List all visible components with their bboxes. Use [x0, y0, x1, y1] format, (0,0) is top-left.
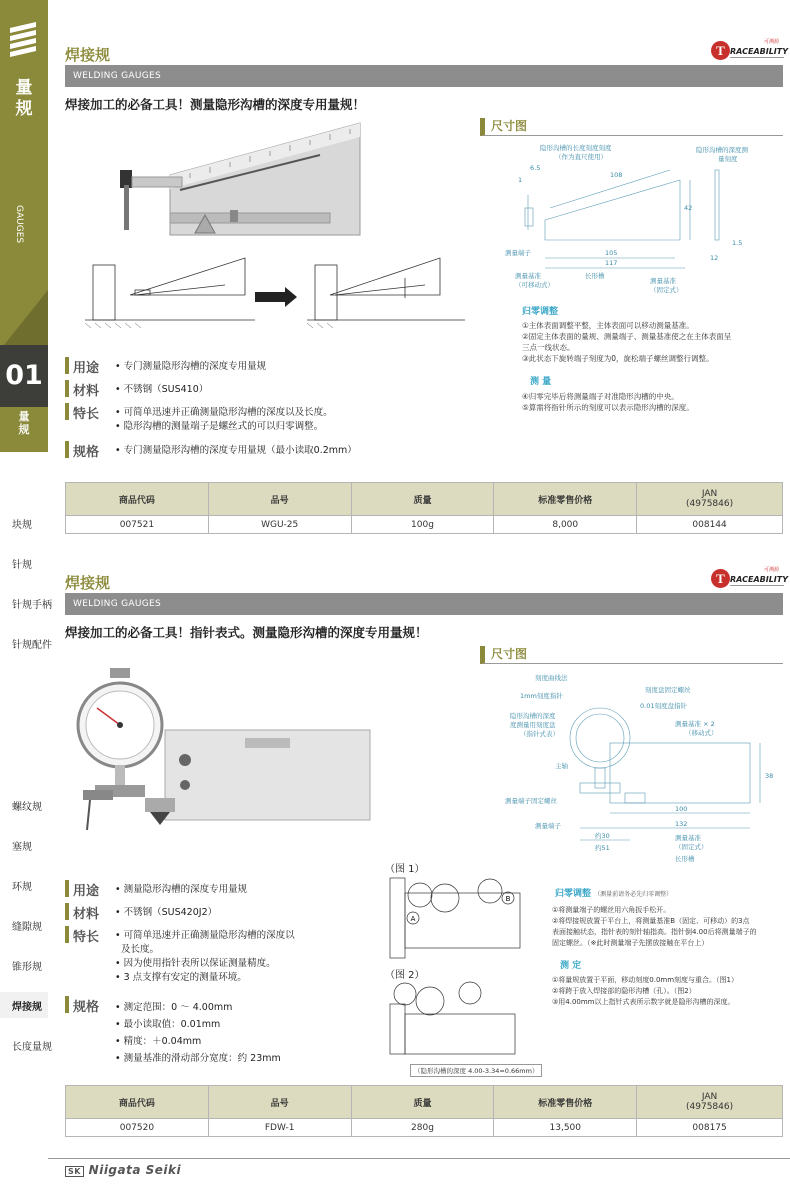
- feature-line-2: • 因为使用指针表所以保证测量精度。: [115, 958, 276, 969]
- chapter-number: 01: [0, 345, 48, 407]
- zero-heading-text: 归零调整: [555, 889, 592, 899]
- section2-product-table: [65, 1085, 783, 1137]
- feature-line-3: • 3 点支撑有安定的测量环境。: [115, 972, 247, 983]
- dim1-label-depth-scale-2: 量刻度: [718, 155, 738, 163]
- spec-spec-label: 规格: [73, 1000, 100, 1015]
- brand-logo: [65, 1163, 181, 1177]
- measure-step-5: ⑤算需将指针所示的刻度可以表示隐形沟槽的深度。: [522, 403, 694, 412]
- td-price: 8,000: [494, 516, 637, 534]
- fig1-label: （图 1）: [385, 864, 425, 875]
- td-jan: 008175: [637, 1119, 783, 1137]
- spec-slide-width: • 测量基准的滑动部分宽度：约 23mm: [115, 1053, 281, 1064]
- dim2-label-r3b: （移动式）: [685, 729, 718, 737]
- section2-zero-steps: [552, 905, 757, 949]
- dial-welding-gauge-photo: [75, 660, 375, 840]
- sidebar-item-ring-gauge[interactable]: 环规: [12, 882, 32, 893]
- section1-title: 焊接规: [65, 46, 111, 64]
- dim2-100: 100: [675, 805, 688, 813]
- section2-spec-usage: [65, 880, 365, 900]
- sidebar-item-block-gauge[interactable]: 块规: [12, 520, 32, 531]
- sidebar-item-pin-gauge-accessory[interactable]: 针规配件: [12, 640, 52, 651]
- td-model: FDW-1: [208, 1119, 351, 1137]
- sidebar-title-char-1: 量: [15, 78, 33, 98]
- section1-measure-heading: 测 量: [530, 377, 552, 387]
- section1-headline: 焊接加工的必备工具！测量隐形沟槽的深度专用量规！: [65, 97, 366, 112]
- measure2-step-3: ③用4.00mm以上指针式表所示数字就是隐形沟槽的深度。: [552, 998, 735, 1006]
- feature-line-1: • 可简单迅速并正确测量隐形沟槽的深度以及长度。: [115, 407, 333, 418]
- welding-gauge-photo: [110, 115, 370, 250]
- spec-material-text: • 不锈钢（SUS420J2）: [115, 907, 218, 918]
- dim2-label-r3: 测量基准 × 2: [675, 720, 715, 728]
- dim2-label-r1: 刻度盘固定螺丝: [645, 686, 691, 694]
- td-jan: 008144: [637, 516, 783, 534]
- sidebar-item-length-gauge[interactable]: 长度量规: [12, 1042, 52, 1053]
- dim1-1: 1: [518, 176, 523, 184]
- dim2-38: 38: [765, 772, 774, 780]
- section2-spec-feature: [65, 926, 365, 990]
- td-code: 007520: [66, 1119, 209, 1137]
- table-header-row: [66, 483, 783, 516]
- sidebar-category-title: [0, 78, 48, 120]
- section2-zero-heading: [555, 886, 672, 899]
- spec-material-label: 材料: [73, 384, 100, 399]
- sidebar-item-welding-gauge[interactable]: 焊接规: [12, 1002, 42, 1013]
- th-jan: JAN (4975846): [637, 1086, 783, 1119]
- sidebar-item-pin-gauge-handle[interactable]: 针规手柄: [12, 600, 52, 611]
- table-header-row: [66, 1086, 783, 1119]
- sidebar-item-pin-gauge[interactable]: 针规: [12, 560, 32, 571]
- spec-usage-text: • 专门测量隐形沟槽的深度专用量规: [115, 361, 267, 372]
- sidebar-title-char-2: 规: [15, 99, 33, 119]
- usage-diagram-before-after: [85, 250, 470, 335]
- dim2-label-r2: 0.01刻度盘指针: [640, 702, 687, 710]
- spec-spec-label: 规格: [73, 445, 100, 460]
- traceability-t-icon: T: [711, 41, 730, 60]
- dim1-label-length-scale: 隐形沟槽的长度刻度刻度: [540, 144, 612, 152]
- brand-mark-icon: SK: [65, 1166, 84, 1177]
- dim2-label-l6: 测量端子: [535, 822, 561, 830]
- td-code: 007521: [66, 516, 209, 534]
- spec-material-label: 材料: [73, 907, 100, 922]
- section2-dimension-diagram: [500, 668, 785, 868]
- td-model: WGU-25: [208, 516, 351, 534]
- section2-dimension-heading: 尺寸图: [480, 646, 783, 664]
- fig1-diagram: [385, 873, 525, 963]
- th-model: 品号: [208, 1086, 351, 1119]
- spec-feature-text: [115, 929, 295, 985]
- dim2-label-l4: 主轴: [555, 762, 568, 770]
- sidebar-item-gap-gauge[interactable]: 缝隙规: [12, 922, 42, 933]
- section1-zero-heading: 归零调整: [522, 307, 559, 317]
- section2-title: 焊接规: [65, 574, 111, 592]
- dim2-label-l1: 刻度曲线法: [535, 674, 568, 682]
- dim2-label-l3: 隐形沟槽的深度: [510, 712, 556, 720]
- zero2-step-2b: 表面接触状态，指针表的刻针轴指高。指针倒4.00后将测量端子的: [552, 928, 757, 936]
- fig2-label: （图 2）: [385, 970, 425, 981]
- section2-spec-spec: [65, 996, 365, 1064]
- dim1-label-base-movable-2: （可移动式）: [515, 281, 554, 289]
- footer-divider: [48, 1158, 790, 1159]
- sidebar-gauges-label: GAUGES: [14, 205, 24, 244]
- traceability-text: RACEABILITY: [730, 575, 789, 584]
- traceability-jp: 可溯源: [764, 39, 780, 45]
- zero-heading-sub: （测量前请务必先归零调整）: [594, 891, 673, 898]
- section2-headline: 焊接加工的必备工具！指针表式。测量隐形沟槽的深度专用量规！: [65, 625, 428, 640]
- feature-line-1b: 及长度。: [115, 944, 160, 955]
- dim1-105: 105: [605, 249, 618, 257]
- spec-spec-text: [115, 999, 281, 1067]
- spec-feature-label: 特长: [73, 407, 100, 422]
- spec-min-reading: • 最小读取值：0.01mm: [115, 1019, 221, 1030]
- spec-range: • 测定范围：0 ～ 4.00mm: [115, 1002, 233, 1013]
- spec-feature-text: [115, 406, 333, 434]
- sidebar-item-taper-gauge[interactable]: 锥形规: [12, 962, 42, 973]
- dim2-base: 测量基准: [675, 834, 701, 842]
- gauge-blocks-icon: [8, 22, 40, 62]
- table-row: [66, 1119, 783, 1137]
- measure2-step-1: ①将量规放置于平面，移动刻度0.0mm刻度与重合。（图1）: [552, 976, 738, 984]
- section1-bar: WELDING GAUGES: [65, 65, 783, 87]
- section1-product-table: [65, 482, 783, 534]
- feature-line-1: • 可简单迅速并正确测量隐形沟槽的深度以: [115, 930, 295, 941]
- dim1-108: 108: [610, 171, 623, 179]
- dim1-42: 42: [684, 204, 693, 212]
- section1-spec-material: [65, 380, 465, 400]
- sidebar-item-plug-gauge[interactable]: 塞规: [12, 842, 32, 853]
- chapter-subtitle-char-2: 规: [18, 423, 30, 436]
- dim1-label-depth-scale: 隐形沟槽的深度测: [696, 146, 748, 154]
- th-weight: 质量: [351, 483, 494, 516]
- dim1-label-probe: 测量端子: [505, 249, 531, 257]
- section1-dimension-heading: 尺寸图: [480, 118, 783, 136]
- measure-step-4: ④归零完毕后将测量端子对准隐形沟槽的中央。: [522, 392, 679, 401]
- section2-measure-heading: 测 定: [560, 961, 582, 971]
- th-weight: 质量: [351, 1086, 494, 1119]
- dim2-long-hole: 长形槽: [675, 855, 695, 863]
- brand-name: Niigata Seiki: [88, 1163, 182, 1177]
- th-price: 标准零售价格: [494, 483, 637, 516]
- th-jan: JAN (4975846): [637, 483, 783, 516]
- section1-spec-spec: [65, 441, 465, 461]
- dim2-label-l3b: 度测量用刻度盘: [510, 721, 556, 729]
- th-code: 商品代码: [66, 483, 209, 516]
- traceability-text: RACEABILITY: [730, 47, 789, 56]
- traceability-jp: 可溯源: [764, 567, 780, 573]
- fig2-caption: （隐形沟槽的深度 4.00-3.34=0.66mm）: [410, 1064, 542, 1077]
- th-model: 品号: [208, 483, 351, 516]
- dim2-label-l2: 1mm刻度指针: [520, 692, 563, 700]
- zero-step-2b: 三点一线状态。: [522, 343, 575, 352]
- dim1-label-base-movable: 测量基准: [515, 272, 541, 280]
- measure2-step-2: ②将跨于放入焊接部的隐形沟槽（孔）。（图2）: [552, 987, 696, 995]
- spec-spec-text: • 专门测量隐形沟槽的深度专用量规（最小读取0.2mm）: [115, 445, 357, 456]
- zero-step-1: ①主体表面调整平整，主体表面可以移动测量基准。: [522, 321, 694, 330]
- fig2-diagram: [385, 979, 525, 1059]
- fig1-a: A: [410, 915, 416, 923]
- sidebar-wedge-decoration: [0, 280, 48, 350]
- th-price: 标准零售价格: [494, 1086, 637, 1119]
- td-price: 13,500: [494, 1119, 637, 1137]
- section2-traceability-logo: [708, 566, 789, 590]
- section1-measure-steps: [522, 391, 694, 413]
- th-code: 商品代码: [66, 1086, 209, 1119]
- zero-step-2: ②固定主体表面的量规、测量端子、测量基准使之在主体表面呈: [522, 332, 732, 341]
- fig1-b: B: [505, 895, 511, 903]
- dim1-117: 117: [605, 259, 618, 267]
- table-row: [66, 516, 783, 534]
- section1-spec-usage: [65, 357, 465, 377]
- spec-accuracy: • 精度：＋0.04mm: [115, 1036, 202, 1047]
- sidebar-item-thread-gauge[interactable]: 螺纹规: [12, 802, 42, 813]
- dim1-label-base-fixed-2: （固定式）: [650, 286, 683, 294]
- dim2-132: 132: [675, 820, 688, 828]
- dim1-label-base-fixed: 测量基准: [650, 277, 676, 285]
- section2-measure-steps: [552, 975, 738, 1008]
- spec-usage-label: 用途: [73, 361, 100, 376]
- section1-spec-feature: [65, 403, 465, 437]
- spec-usage-text: • 测量隐形沟槽的深度专用量规: [115, 884, 248, 895]
- zero2-step-2: ②将焊接规放置于平台上，将测量基准B（固定、可移动）的3点: [552, 917, 750, 925]
- traceability-t-icon: T: [711, 569, 730, 588]
- td-weight: 280g: [351, 1119, 494, 1137]
- dim1-label-ruler: （作为直尺使用）: [555, 153, 607, 161]
- chapter-subtitle: [0, 410, 48, 436]
- chapter-subtitle-char-1: 量: [18, 410, 30, 423]
- td-weight: 100g: [351, 516, 494, 534]
- spec-feature-label: 特长: [73, 930, 100, 945]
- dim1-12: 12: [710, 254, 719, 262]
- feature-line-2: • 隐形沟槽的测量端子是螺丝式的可以归零调整。: [115, 421, 324, 432]
- dim2-ab51: 约51: [595, 844, 610, 852]
- zero-step-3: ③此状态下旋转端子刻度为0，旋松端子螺丝调整行调整。: [522, 354, 714, 363]
- section2-bar: WELDING GAUGES: [65, 593, 783, 615]
- zero2-step-1: ①将测量端子的螺丝用六角扳手松开。: [552, 906, 671, 914]
- spec-usage-label: 用途: [73, 884, 100, 899]
- spec-material-text: • 不锈钢（SUS410）: [115, 384, 209, 395]
- section1-dimension-diagram: [500, 140, 785, 300]
- section1-zero-steps: [522, 320, 731, 364]
- dim1-1-5: 1.5: [732, 239, 743, 247]
- dim1-label-long-hole: 长形槽: [585, 272, 605, 280]
- dim2-label-l5: 测量端子固定螺丝: [505, 797, 557, 805]
- section1-traceability-logo: [708, 38, 789, 62]
- dim1-6-5: 6.5: [530, 164, 541, 172]
- zero2-step-2c: 固定螺丝。（※此时测量端子先摆放接触在平台上）: [552, 939, 709, 947]
- section2-spec-material: [65, 903, 365, 923]
- dim2-label-l3c: （指针式表）: [520, 730, 559, 738]
- dim2-base-2: （固定式）: [675, 843, 708, 851]
- dim2-ab30: 约30: [595, 832, 610, 840]
